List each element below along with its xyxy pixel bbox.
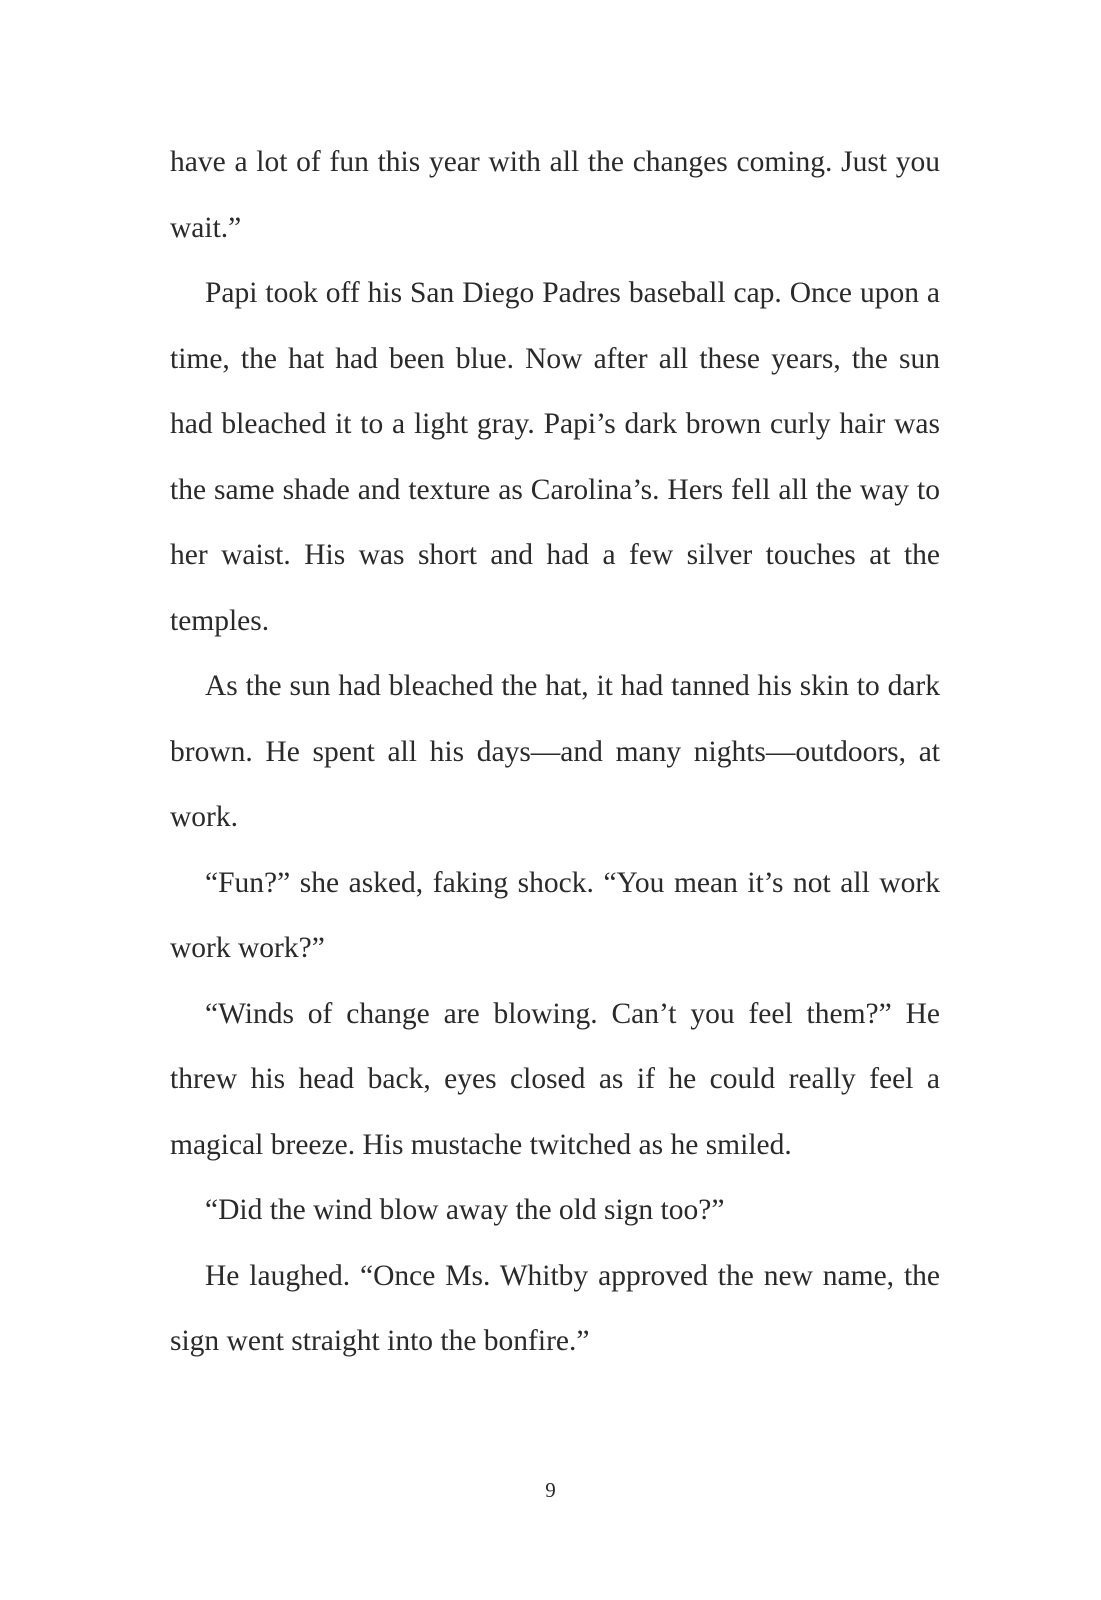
paragraph: Papi took off his San Diego Padres baseball cap. Once upon a time, the hat had been blue. Now after all these years, the sun had bleached it to a light gray. Papi’s dark brown curly hair was the same shade and texture as Carolina’s. Hers fell all the way to her waist. His was short and had a few silver touches at the temples.: [170, 277, 940, 637]
paragraph: “Fun?” she asked, faking shock. “You mean it’s not all work work work?”: [170, 866, 940, 964]
paragraph: He laughed. “Once Ms. Whitby approved the new name, the sign went straight into the bonfire.”: [170, 1259, 940, 1357]
page-number: 9: [545, 1478, 556, 1502]
paragraph: “Winds of change are blowing. Can’t you feel them?” He threw his head back, eyes closed as if he could really feel a magical breeze. His mustache twitched as he smiled.: [170, 997, 940, 1161]
paragraph-continued: have a lot of fun this year with all the changes coming. Just you wait.”: [170, 146, 940, 244]
paragraph: “Did the wind blow away the old sign too?”: [205, 1194, 725, 1226]
paragraph: As the sun had bleached the hat, it had tanned his skin to dark brown. He spent all his days—and many nights—outdoors, at work.: [170, 670, 940, 833]
body-text: [170, 130, 940, 1375]
